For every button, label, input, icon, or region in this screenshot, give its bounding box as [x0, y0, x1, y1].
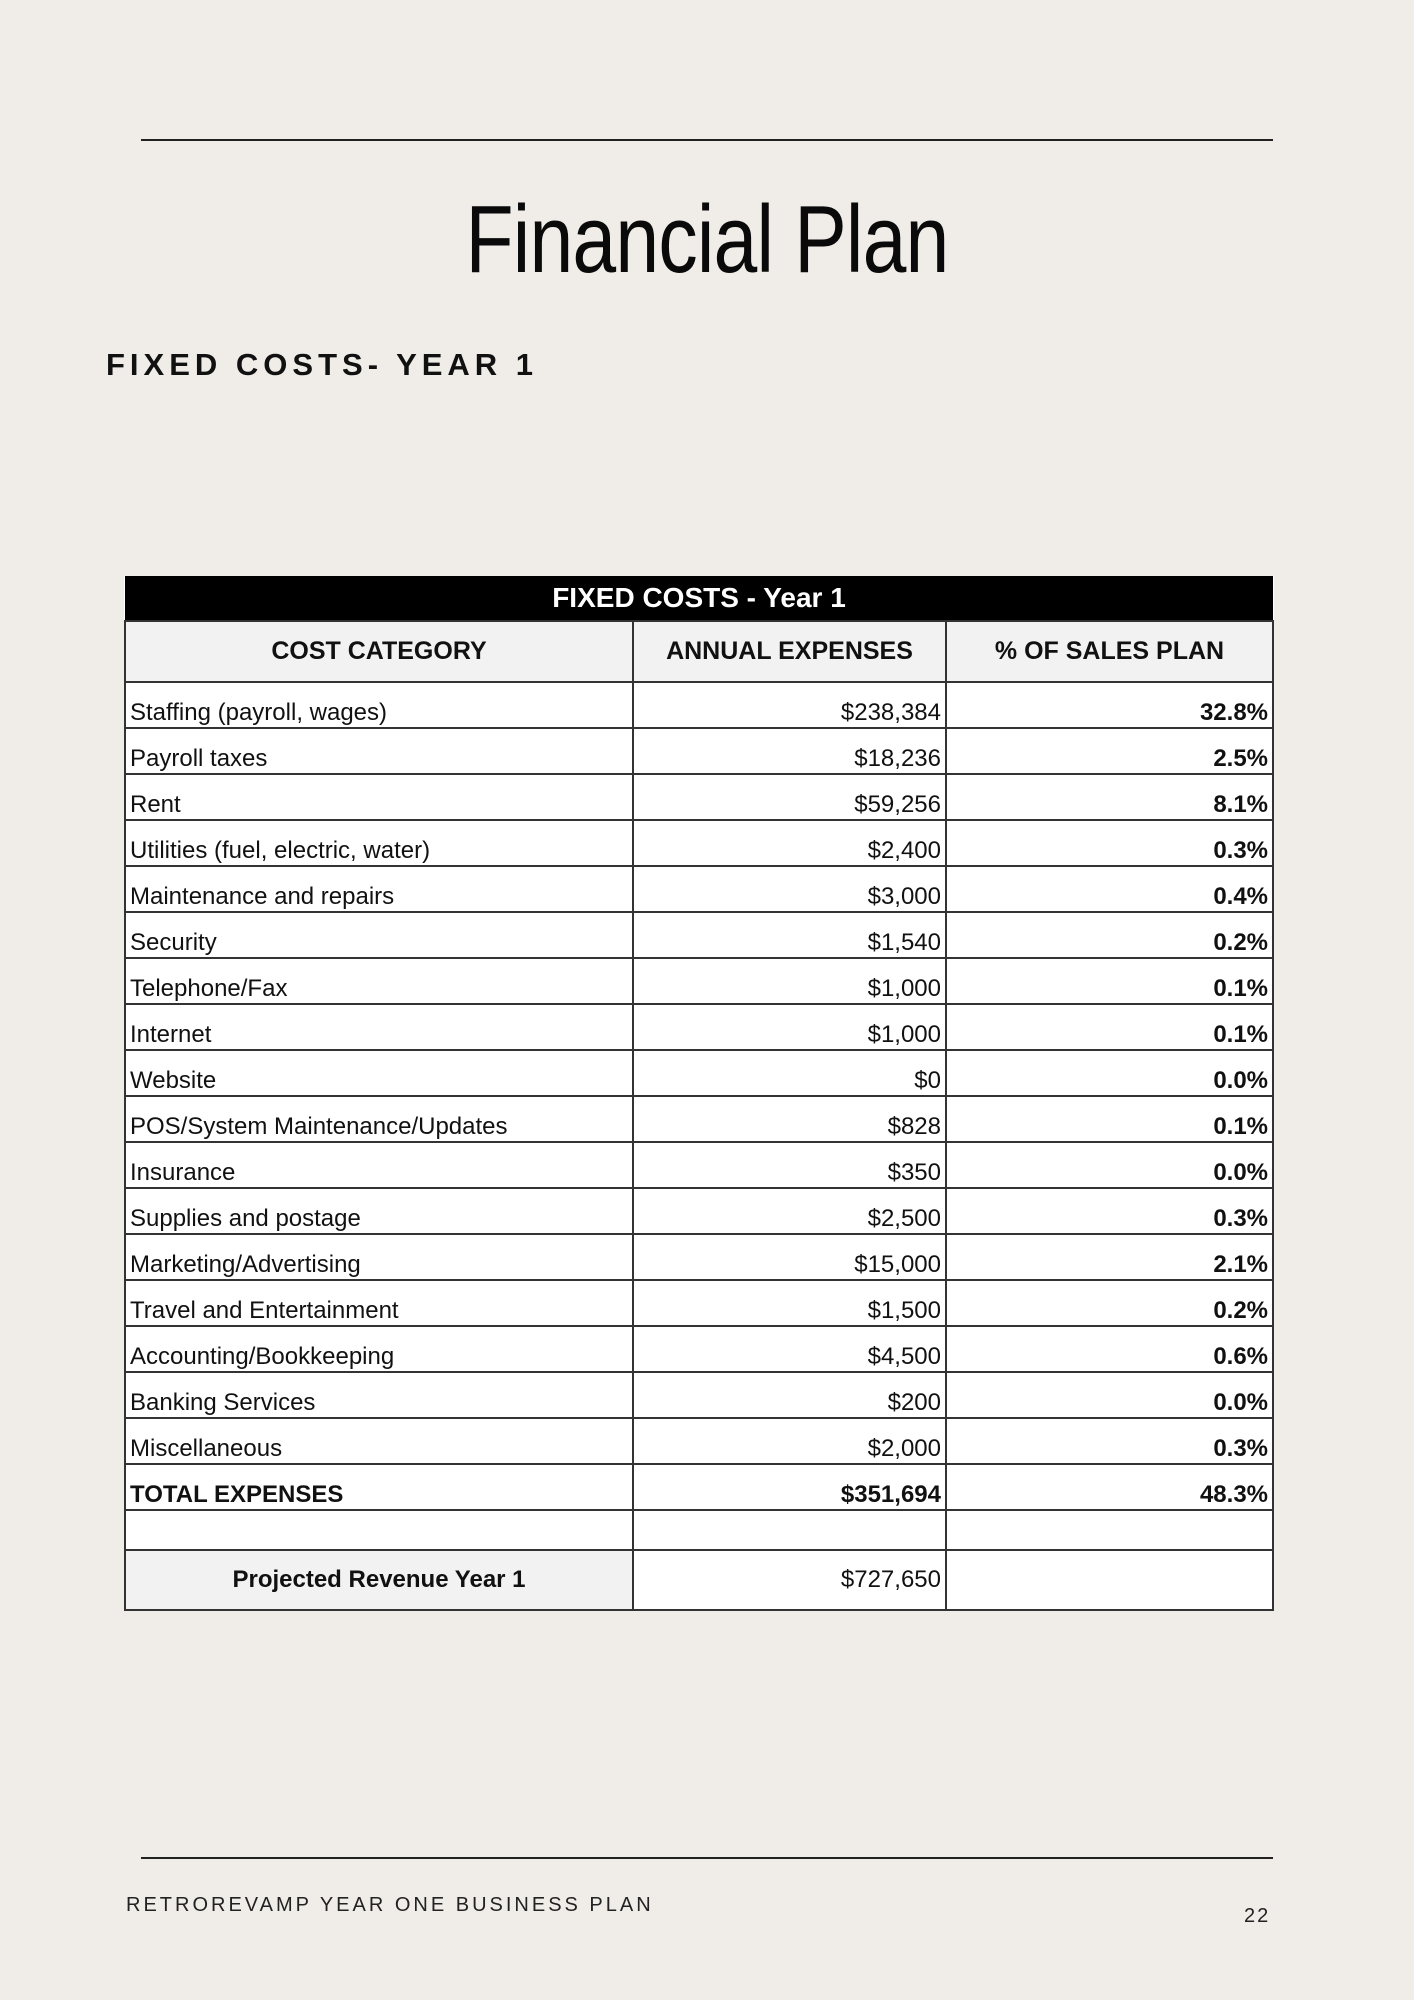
table-row: [125, 1326, 1273, 1372]
percent-of-sales-cell: 0.6%: [946, 1326, 1273, 1372]
annual-expense-cell: $59,256: [633, 774, 946, 820]
bottom-divider: [141, 1857, 1273, 1859]
percent-of-sales-cell: 2.5%: [946, 728, 1273, 774]
annual-expense-cell: $3,000: [633, 866, 946, 912]
annual-expense-cell: $1,000: [633, 1004, 946, 1050]
table-caption-row: [125, 576, 1273, 621]
table-row: [125, 866, 1273, 912]
footer-page-number: 22: [1244, 1905, 1271, 1927]
cost-category-cell: Insurance: [125, 1142, 633, 1188]
annual-expense-cell: $18,236: [633, 728, 946, 774]
cost-category-cell: Payroll taxes: [125, 728, 633, 774]
header-annual-expenses: ANNUAL EXPENSES: [633, 621, 946, 682]
projected-revenue-amount: $727,650: [633, 1550, 946, 1610]
percent-of-sales-cell: 0.3%: [946, 820, 1273, 866]
empty-cell: [946, 1510, 1273, 1550]
empty-cell: [633, 1510, 946, 1550]
percent-of-sales-cell: 0.4%: [946, 866, 1273, 912]
table-row: [125, 1372, 1273, 1418]
percent-of-sales-cell: 8.1%: [946, 774, 1273, 820]
cost-category-cell: Supplies and postage: [125, 1188, 633, 1234]
total-row: [125, 1464, 1273, 1510]
table-row: [125, 1418, 1273, 1464]
annual-expense-cell: $4,500: [633, 1326, 946, 1372]
top-divider: [141, 139, 1273, 141]
cost-category-cell: Accounting/Bookkeeping: [125, 1326, 633, 1372]
cost-category-cell: Banking Services: [125, 1372, 633, 1418]
percent-of-sales-cell: 0.2%: [946, 912, 1273, 958]
percent-of-sales-cell: 0.1%: [946, 1096, 1273, 1142]
percent-of-sales-cell: 0.1%: [946, 1004, 1273, 1050]
cost-category-cell: POS/System Maintenance/Updates: [125, 1096, 633, 1142]
table-header-row: [125, 621, 1273, 682]
table-row: [125, 1280, 1273, 1326]
header-percent-of-sales: % OF SALES PLAN: [946, 621, 1273, 682]
cost-category-cell: Staffing (payroll, wages): [125, 682, 633, 728]
percent-of-sales-cell: 0.0%: [946, 1142, 1273, 1188]
page-title: Financial Plan: [465, 186, 949, 293]
total-amount: $351,694: [633, 1464, 946, 1510]
projected-revenue-row: [125, 1550, 1273, 1610]
annual-expense-cell: $350: [633, 1142, 946, 1188]
percent-of-sales-cell: 0.0%: [946, 1372, 1273, 1418]
cost-category-cell: Website: [125, 1050, 633, 1096]
annual-expense-cell: $2,000: [633, 1418, 946, 1464]
percent-of-sales-cell: 2.1%: [946, 1234, 1273, 1280]
section-subtitle: FIXED COSTS- YEAR 1: [106, 347, 539, 382]
blank-row: [125, 1510, 1273, 1550]
table-row: [125, 1050, 1273, 1096]
cost-category-cell: Travel and Entertainment: [125, 1280, 633, 1326]
table-row: [125, 1004, 1273, 1050]
annual-expense-cell: $0: [633, 1050, 946, 1096]
table-row: [125, 728, 1273, 774]
percent-of-sales-cell: 32.8%: [946, 682, 1273, 728]
cost-category-cell: Utilities (fuel, electric, water): [125, 820, 633, 866]
percent-of-sales-cell: 0.0%: [946, 1050, 1273, 1096]
table-row: [125, 1188, 1273, 1234]
total-label: TOTAL EXPENSES: [125, 1464, 633, 1510]
total-percent: 48.3%: [946, 1464, 1273, 1510]
annual-expense-cell: $200: [633, 1372, 946, 1418]
table-row: [125, 774, 1273, 820]
percent-of-sales-cell: 0.3%: [946, 1418, 1273, 1464]
annual-expense-cell: $1,000: [633, 958, 946, 1004]
table-row: [125, 682, 1273, 728]
annual-expense-cell: $2,400: [633, 820, 946, 866]
table-row: [125, 1096, 1273, 1142]
cost-category-cell: Maintenance and repairs: [125, 866, 633, 912]
table-row: [125, 1234, 1273, 1280]
table-row: [125, 958, 1273, 1004]
percent-of-sales-cell: 0.1%: [946, 958, 1273, 1004]
table-row: [125, 912, 1273, 958]
table-caption: FIXED COSTS - Year 1: [125, 576, 1273, 621]
cost-category-cell: Internet: [125, 1004, 633, 1050]
annual-expense-cell: $828: [633, 1096, 946, 1142]
annual-expense-cell: $1,500: [633, 1280, 946, 1326]
annual-expense-cell: $2,500: [633, 1188, 946, 1234]
cost-category-cell: Marketing/Advertising: [125, 1234, 633, 1280]
footer-document-title: RETROREVAMP YEAR ONE BUSINESS PLAN: [126, 1894, 654, 1916]
cost-category-cell: Telephone/Fax: [125, 958, 633, 1004]
empty-cell: [125, 1510, 633, 1550]
projected-revenue-label: Projected Revenue Year 1: [125, 1550, 633, 1610]
percent-of-sales-cell: 0.2%: [946, 1280, 1273, 1326]
annual-expense-cell: $1,540: [633, 912, 946, 958]
cost-category-cell: Security: [125, 912, 633, 958]
header-cost-category: COST CATEGORY: [125, 621, 633, 682]
annual-expense-cell: $15,000: [633, 1234, 946, 1280]
annual-expense-cell: $238,384: [633, 682, 946, 728]
empty-cell: [946, 1550, 1273, 1610]
cost-category-cell: Miscellaneous: [125, 1418, 633, 1464]
table-row: [125, 1142, 1273, 1188]
fixed-costs-table: [124, 576, 1274, 1611]
percent-of-sales-cell: 0.3%: [946, 1188, 1273, 1234]
table-row: [125, 820, 1273, 866]
cost-category-cell: Rent: [125, 774, 633, 820]
